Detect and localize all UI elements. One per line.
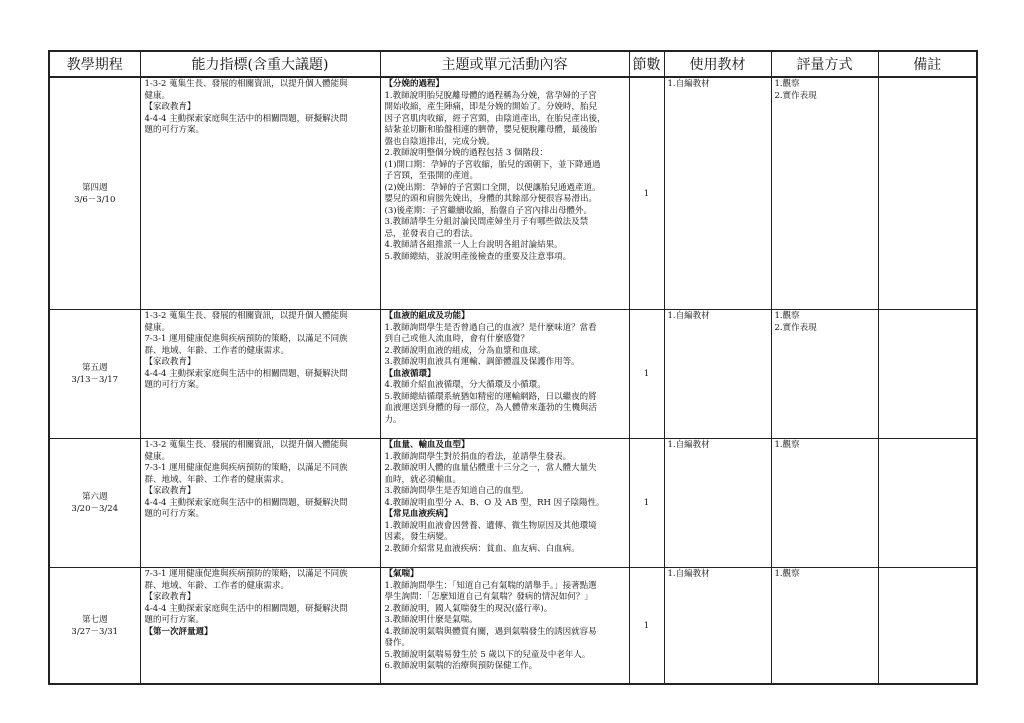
indicator-line: 健康。 — [144, 322, 171, 333]
content-line: 3.教師詢問學生是否知道自己的血型。 — [384, 486, 529, 496]
content-line: 血時，就必須輸血。 — [384, 474, 462, 485]
content-cell — [380, 310, 629, 439]
material-item: 1.自編教材 — [667, 79, 710, 89]
content-line: 2.教師說明血液的組成，分為血漿和血球。 — [384, 345, 546, 356]
week-cell — [49, 77, 140, 310]
content-line: 1.教師詢問學生對於捐血的看法，並請學生發表。 — [384, 451, 572, 462]
material-item: 1.自編教材 — [667, 311, 710, 321]
content-line: 1.教師詢問學生：「知道自己有氣喘的請舉手。」接著點選 — [384, 580, 597, 591]
week-label: 第四週 — [81, 182, 108, 193]
indicator-line: 7-3-1 運用健康促進與疾病預防的策略，以滿足不同族 — [144, 463, 348, 473]
indicator-line: 1-3-2 蒐集生長、發展的相關資訊，以提升個人體能與 — [144, 440, 348, 450]
content-line: 嬰兒的頭和肩膀先娩出，身體的其餘部分便很容易滑出。 — [384, 194, 598, 204]
content-line: 盤也自陰道排出，完成分娩。 — [384, 136, 496, 147]
materials-cell — [664, 568, 771, 685]
content-line: 2.教師說明整個分娩的過程包括 3 個階段： — [384, 148, 548, 158]
content-line: 4.教師說明氣喘與體質有關，遇到氣喘發生的誘因就容易 — [384, 626, 597, 637]
indicator-line: 題的可行方案。 — [144, 615, 205, 625]
evaluation-item: 1.觀察 — [774, 569, 800, 579]
notes-cell — [878, 77, 977, 310]
evaluation-cell — [771, 310, 878, 439]
content-line: 開始收縮，產生陣痛，即是分娩的開始了。分娩時，胎兒 — [384, 102, 598, 112]
content-line: 【氣喘】 — [384, 569, 419, 579]
content-line: 1.教師說明胎兒脫離母體的過程稱為分娩，當孕婦的子宮 — [384, 90, 597, 101]
evaluation-item: 1.觀察 — [774, 440, 800, 450]
table-row — [49, 439, 977, 568]
indicators-cell — [140, 77, 380, 310]
notes-cell — [878, 310, 977, 439]
header-indicators: 能力指標(含重大議題) — [140, 51, 380, 77]
material-item: 1.自編教材 — [667, 569, 710, 579]
evaluation-cell — [771, 77, 878, 310]
content-cell — [380, 77, 629, 310]
content-line: (1)開口期：孕婦的子宮收縮，胎兒的頭朝下，並下降通過 — [384, 159, 601, 170]
content-line: 4.教師介紹血液循環，分大循環及小循環。 — [384, 380, 546, 390]
table-row — [49, 568, 977, 685]
week-dates: 3/13－3/17 — [71, 375, 119, 385]
evaluation-item: 2.實作表現 — [774, 322, 817, 333]
table-row — [49, 77, 977, 310]
content-line: (2)娩出期：孕婦的子宮頸口全開，以便讓胎兒通過產道。 — [384, 182, 601, 193]
content-line: 5.教師說明氣喘易發生於 5 歲以下的兒童及中老年人。 — [384, 649, 591, 660]
indicator-line: 【家政教育】 — [144, 102, 196, 112]
header-hours: 節數 — [629, 51, 664, 77]
materials-cell — [664, 77, 771, 310]
week-dates: 3/27－3/31 — [71, 626, 119, 637]
content-line: 5.教師總結，並說明產後檢查的重要及注意事項。 — [384, 251, 572, 262]
content-line: 力。 — [384, 414, 402, 425]
indicator-line: 7-3-1 運用健康促進與疾病預防的策略，以滿足不同族 — [144, 334, 348, 344]
indicator-line: 1-3-2 蒐集生長、發展的相關資訊，以提升個人體能與 — [144, 311, 348, 321]
content-line: 1.教師詢問學生是否曾過自己的血液？是什麼味道？當看 — [384, 322, 597, 333]
indicator-line: 4-4-4 主動探索家庭與生活中的相關問題，研擬解決問 — [144, 113, 348, 124]
week-label: 第五週 — [81, 363, 108, 373]
indicator-line: 7-3-1 運用健康促進與疾病預防的策略，以滿足不同族 — [144, 569, 348, 579]
content-cell — [380, 439, 629, 568]
content-line: 3.教師說明什麼是氣喘。 — [384, 615, 478, 625]
week-label: 第七週 — [81, 614, 108, 625]
hours-cell: 1 — [629, 568, 664, 685]
indicators-cell — [140, 439, 380, 568]
materials-cell — [664, 439, 771, 568]
week-cell — [49, 310, 140, 439]
header-materials: 使用教材 — [664, 51, 771, 77]
content-line: 到自己或他人流血時，會有什麼感覺？ — [384, 334, 530, 344]
evaluation-cell — [771, 439, 878, 568]
content-line: 【分娩的過程】 — [384, 79, 445, 89]
evaluation-item: 1.觀察 — [774, 79, 800, 89]
indicator-line: 4-4-4 主動探索家庭與生活中的相關問題，研擬解決問 — [144, 497, 348, 508]
indicator-line: 題的可行方案。 — [144, 380, 205, 390]
content-line: 【血量、輸血及血型】 — [384, 440, 470, 450]
header-notes: 備註 — [878, 51, 977, 77]
indicator-line: 4-4-4 主動探索家庭與生活中的相關問題，研擬解決問 — [144, 368, 348, 379]
content-line: 【常見血液疾病】 — [384, 509, 453, 519]
content-line: 因素，發生病變。 — [384, 532, 453, 542]
indicator-line: 【家政教育】 — [144, 486, 196, 496]
header-content: 主題或單元活動內容 — [380, 51, 629, 77]
hours-cell: 1 — [629, 439, 664, 568]
content-line: 2.教師介紹常見血液疾病：貧血、血友病、白血病。 — [384, 543, 580, 554]
indicator-line: 4-4-4 主動探索家庭與生活中的相關問題，研擬解決問 — [144, 603, 348, 614]
indicators-cell — [140, 310, 380, 439]
content-line: 2.教師說明人體的血量佔體重十三分之一，當人體大量失 — [384, 463, 597, 473]
content-line: 學生詢問：「怎麼知道自己有氣喘？發病的情況如何？」 — [384, 592, 593, 602]
indicator-line: 1-3-2 蒐集生長、發展的相關資訊，以提升個人體能與 — [144, 79, 348, 89]
content-line: 6.教師說明氣喘的治療與預防保健工作。 — [384, 661, 538, 671]
indicator-line: 題的可行方案。 — [144, 509, 205, 519]
week-dates: 3/20－3/24 — [71, 504, 119, 514]
material-item: 1.自編教材 — [667, 440, 710, 450]
indicator-line: 健康。 — [144, 90, 171, 101]
materials-cell — [664, 310, 771, 439]
notes-cell — [878, 439, 977, 568]
indicators-cell — [140, 568, 380, 685]
evaluation-item: 2.實作表現 — [774, 90, 817, 101]
content-line: 3.教師說明血液具有運輸、調節體溫及保護作用等。 — [384, 357, 580, 367]
content-line: 2.教師說明，國人氣喘發生的現況(盛行率)。 — [384, 603, 553, 614]
indicator-line: 【家政教育】 — [144, 592, 196, 602]
indicator-line: 群、地域、年齡、工作者的健康需求。 — [144, 474, 290, 485]
content-line: 4.教師請各組推派一人上台說明各組討論結果。 — [384, 240, 563, 250]
content-line: 血液運送到身體的每一部位，為人體帶來蓬勃的生機與活 — [384, 403, 598, 413]
content-line: (3)後產期：子宮繼續收縮，胎盤自子宮內排出母體外。 — [384, 205, 593, 216]
header-row — [49, 51, 977, 77]
content-line: 結紮並切斷和胎盤相連的臍帶，嬰兒便脫離母體，最後胎 — [384, 125, 598, 135]
notes-cell — [878, 568, 977, 685]
content-line: 忌，並發表自己的看法。 — [384, 228, 479, 239]
header-schedule: 教學期程 — [49, 51, 140, 77]
week-cell — [49, 568, 140, 685]
week-label: 第六週 — [81, 492, 108, 502]
content-cell — [380, 568, 629, 685]
content-line: 因子宮肌肉收縮，經子宮頸，由陰道產出，在胎兒產出後， — [384, 113, 606, 124]
hours-cell: 1 — [629, 77, 664, 310]
content-line: 【血液循環】 — [384, 368, 436, 379]
content-line: 【血液的組成及功能】 — [384, 311, 470, 321]
week-dates: 3/6－3/10 — [74, 194, 116, 205]
content-line: 子宮頸，至張開的產道。 — [384, 171, 479, 181]
content-line: 3.教師請學生分組討論民間產婦坐月子有哪些做法及禁 — [384, 217, 589, 227]
header-evaluation: 評量方式 — [771, 51, 878, 77]
indicator-line: 【家政教育】 — [144, 357, 196, 367]
evaluation-cell — [771, 568, 878, 685]
indicator-line: 題的可行方案。 — [144, 125, 205, 135]
content-line: 1.教師說明血液會因營養、遺傳、微生物原因及其他環境 — [384, 520, 597, 531]
content-line: 5.教師總結循環系統猶如精密的運輸網路，日以繼夜的將 — [384, 391, 597, 402]
week-cell — [49, 439, 140, 568]
indicator-line: 群、地域、年齡、工作者的健康需求。 — [144, 580, 290, 591]
hours-cell: 1 — [629, 310, 664, 439]
content-line: 4.教師說明血型分 A、B、O 及 AB 型，RH 因子陰陽性。 — [384, 497, 605, 508]
content-line: 發作。 — [384, 638, 411, 648]
indicator-line: 【第一次評量週】 — [144, 626, 213, 637]
table-row — [49, 310, 977, 439]
indicator-line: 健康。 — [144, 451, 171, 462]
evaluation-item: 1.觀察 — [774, 311, 800, 321]
indicator-line: 群、地域、年齡、工作者的健康需求。 — [144, 345, 290, 356]
teaching-plan-table — [48, 50, 978, 685]
